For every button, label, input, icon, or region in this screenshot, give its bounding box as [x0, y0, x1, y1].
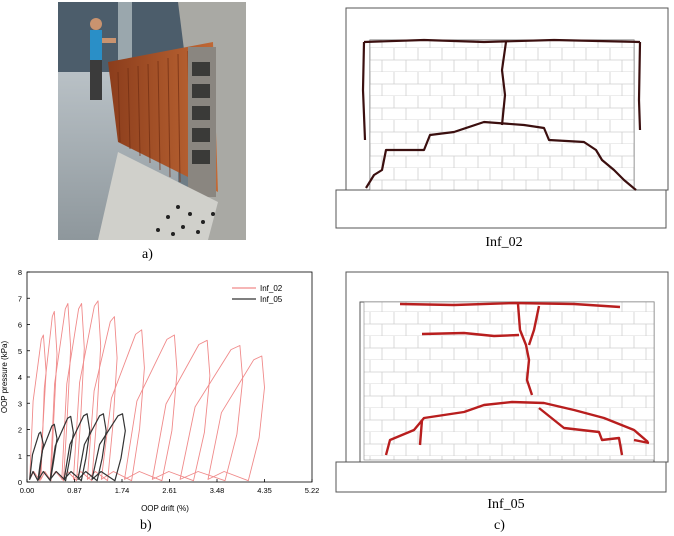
hysteresis-loop-inf02 [125, 335, 178, 481]
x-tick-label: 4.35 [257, 486, 272, 495]
y-tick-label: 2 [17, 425, 22, 435]
hysteresis-loop-inf02 [152, 340, 210, 480]
hysteresis-loop-inf02 [101, 330, 144, 481]
x-tick-label: 0.87 [67, 486, 82, 495]
panel-b-label: b) [140, 518, 152, 533]
hysteresis-loop-inf02 [50, 304, 70, 481]
hysteresis-loop-inf02 [208, 356, 265, 481]
crack-pattern-drawings [334, 0, 674, 536]
x-tick-label: 5.22 [304, 486, 320, 495]
x-axis-label: OOP drift (%) [141, 504, 189, 513]
y-axis-label: OOP pressure (kPa) [0, 340, 9, 414]
x-tick-label: 1.74 [114, 486, 130, 495]
panel-c-label: c) [494, 518, 505, 533]
y-tick-label: 6 [17, 320, 22, 330]
legend-label: Inf_02 [260, 284, 283, 293]
x-tick-label: 3.48 [209, 486, 225, 495]
hysteresis-chart [0, 268, 320, 520]
legend-label: Inf_05 [260, 295, 283, 304]
y-tick-label: 0 [17, 478, 22, 487]
photo-wall-test [58, 2, 246, 240]
y-tick-label: 1 [17, 451, 22, 461]
y-tick-label: 7 [17, 294, 22, 304]
x-tick-label: 0.00 [19, 486, 35, 495]
wall-inf02 [336, 8, 668, 228]
panel-a-label: a) [142, 247, 153, 262]
wall-inf05-title: Inf_05 [487, 497, 525, 512]
y-tick-label: 3 [17, 399, 22, 409]
wall-inf02-title: Inf_02 [485, 235, 523, 250]
x-tick-label: 2.61 [162, 486, 177, 495]
y-tick-label: 5 [17, 346, 22, 356]
wall-inf05 [336, 272, 668, 492]
y-tick-label: 8 [17, 268, 22, 277]
y-tick-label: 4 [17, 373, 22, 382]
